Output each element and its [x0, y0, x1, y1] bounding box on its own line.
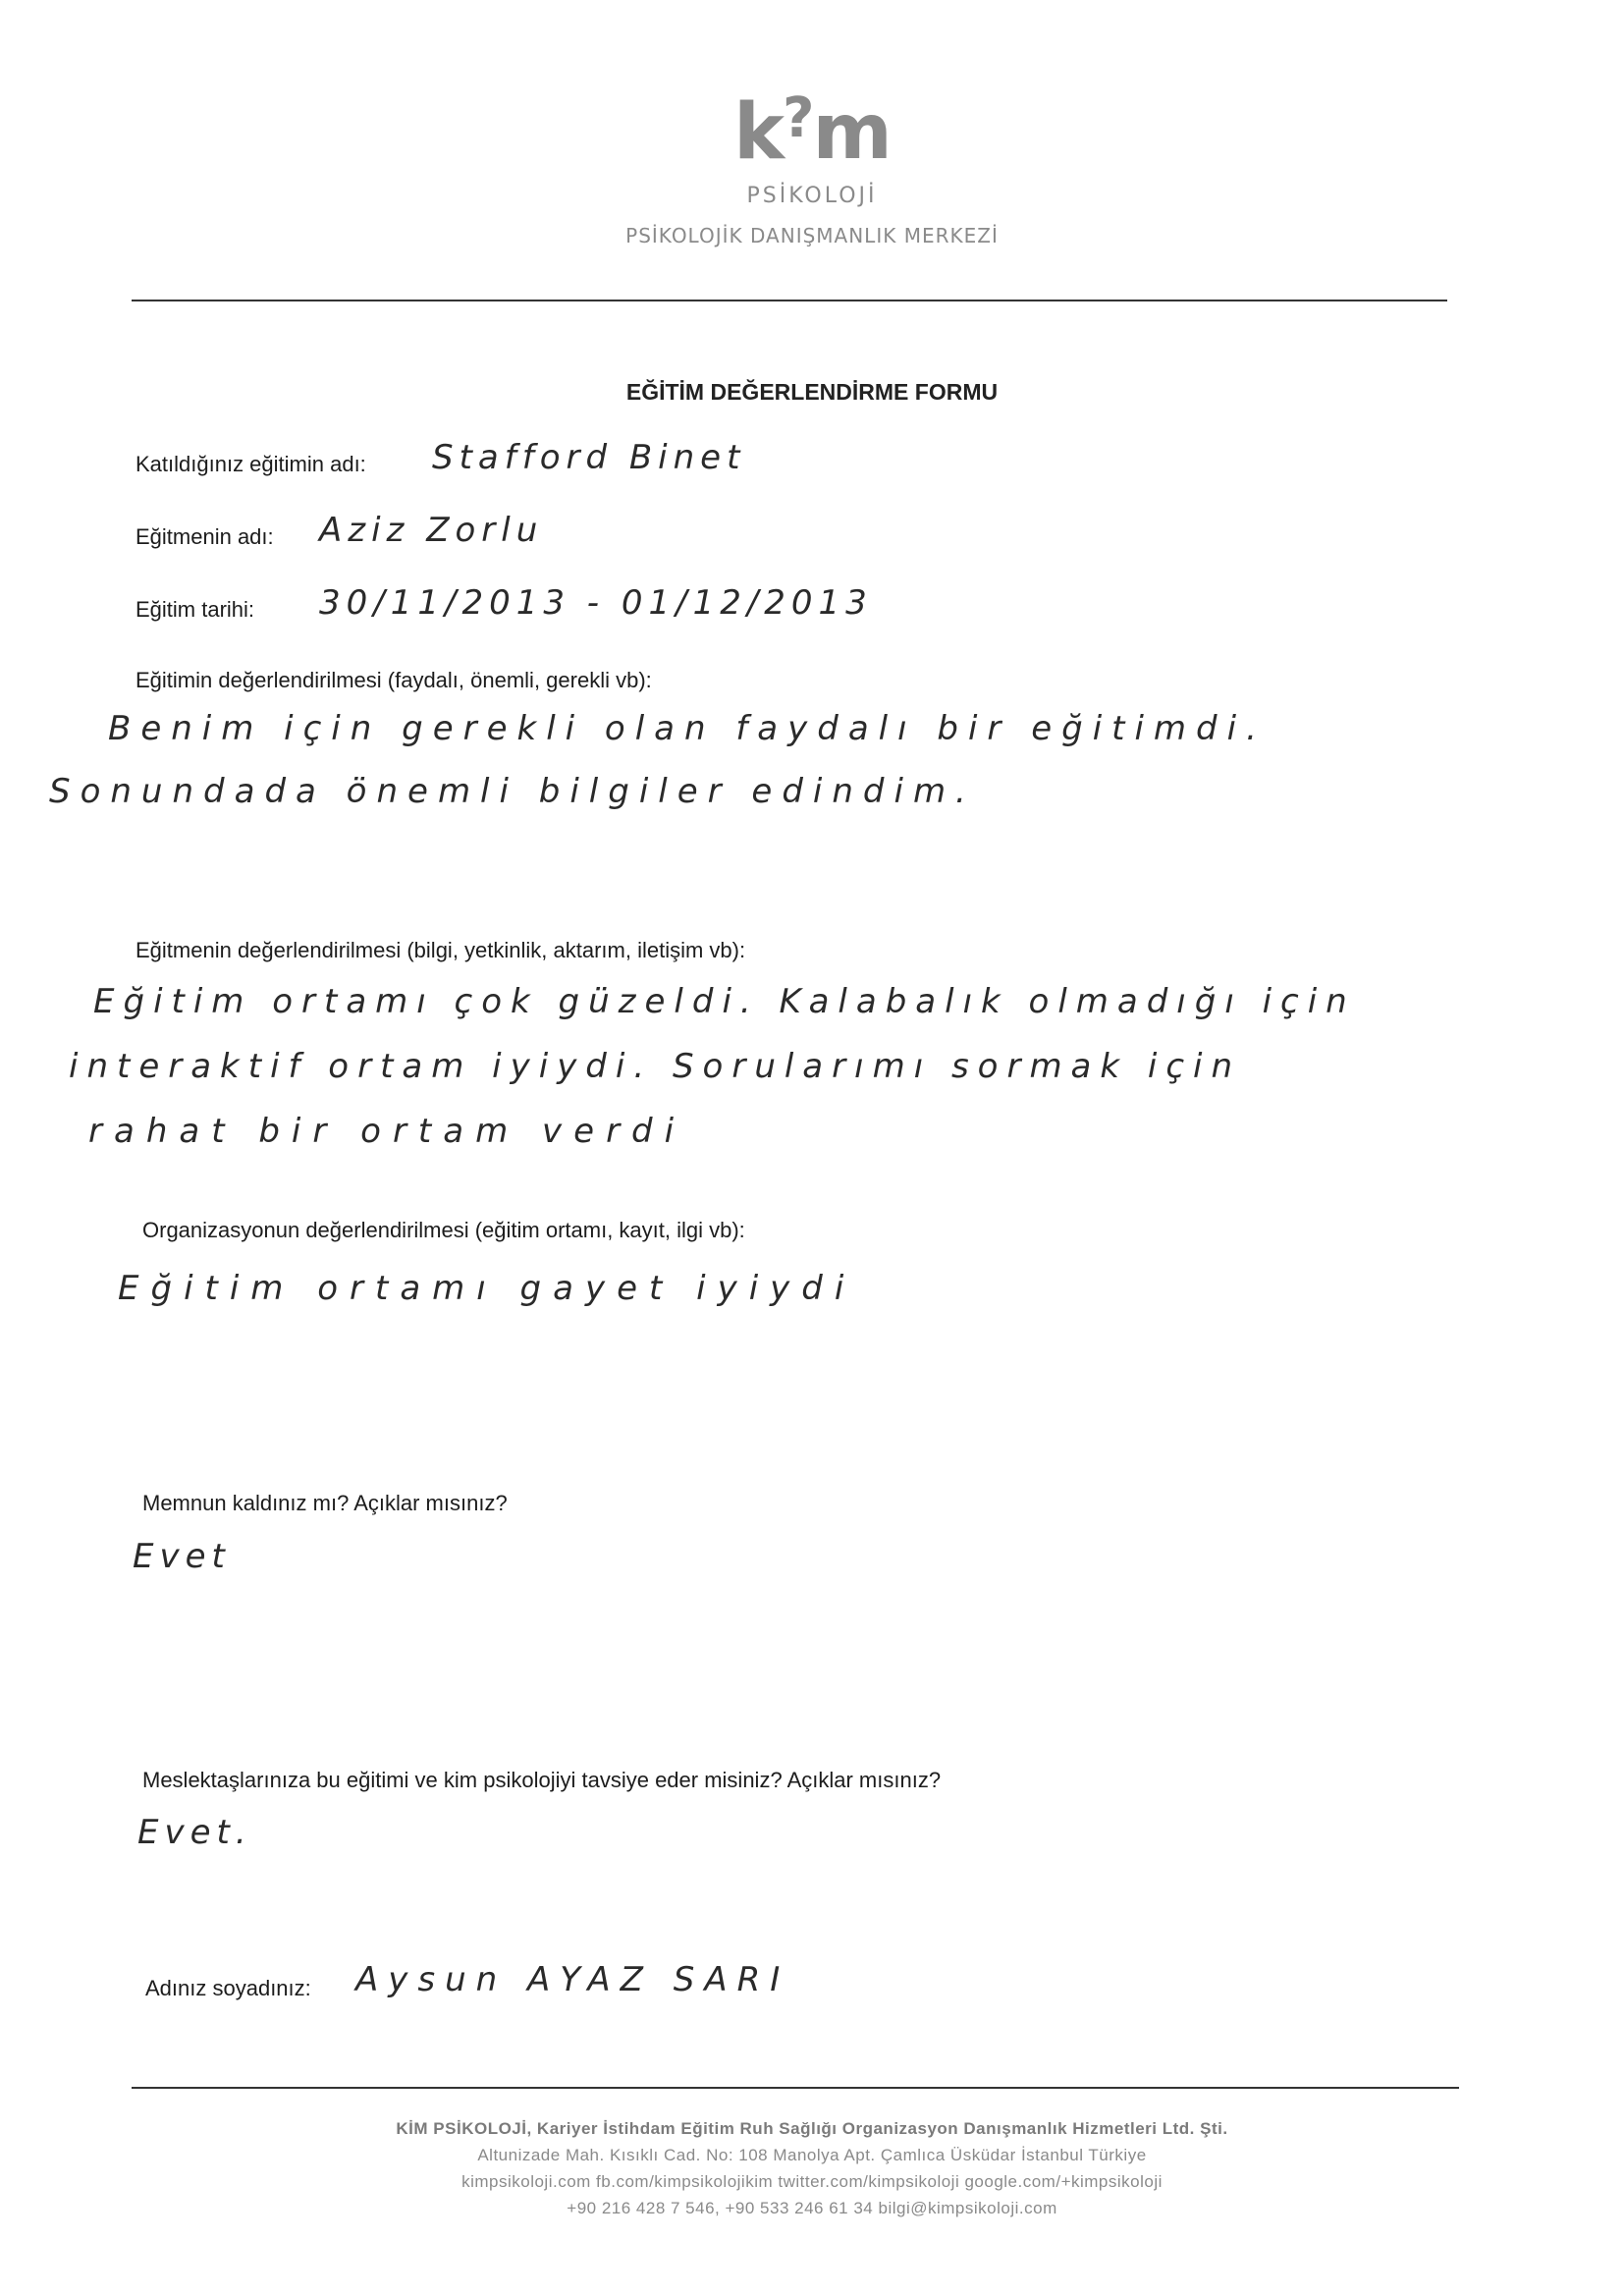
training-name-label: Katıldığınız eğitimin adı: — [135, 452, 366, 476]
training-eval-label: Eğitimin değerlendirilmesi (faydalı, önemli, gerekli vb): — [135, 668, 652, 692]
trainer-name-label: Eğitmenin adı: — [135, 524, 274, 549]
form-title: EĞİTİM DEĞERLENDİRME FORMU — [625, 379, 999, 405]
trainer-name-value: Aziz Zorlu — [319, 511, 544, 550]
recommend-label: Meslektaşlarınıza bu eğitimi ve kim psikolojiyi tavsiye eder misiniz? Açıklar mısınız? — [142, 1768, 942, 1792]
training-date-value: 30/11/2013 - 01/12/2013 — [319, 583, 873, 623]
kim-logo-mark: k?m — [733, 86, 891, 177]
logo-wordmark: PSİKOLOJİ — [746, 184, 878, 208]
recommend-value: Evet. — [137, 1813, 252, 1852]
trainer-eval-line: interaktif ortam iyiydi. Sorularımı sormak için — [69, 1047, 1242, 1086]
training-name-value: Stafford Binet — [432, 438, 746, 477]
org-eval-label: Organizasyonun değerlendirilmesi (eğitim ortamı, kayıt, ilgi vb): — [142, 1218, 745, 1242]
org-eval-line: Eğitim ortamı gayet iyiydi — [118, 1269, 856, 1308]
footer-divider — [132, 2087, 1459, 2089]
footer-address: Altunizade Mah. Kısıklı Cad. No: 108 Manolya Apt. Çamlıca Üsküdar İstanbul Türkiye — [477, 2146, 1147, 2164]
training-eval-line: Sonundada önemli bilgiler edindim. — [49, 772, 976, 811]
footer-company: KİM PSİKOLOJİ, Kariyer İstihdam Eğitim Ruh Sağlığı Organizasyon Danışmanlık Hizmetleri Ltd. Şti. — [396, 2119, 1228, 2138]
trainer-eval-line: Eğitim ortamı çok güzeldi. Kalabalık olmadığı için — [93, 982, 1356, 1021]
satisfaction-label: Memnun kaldınız mı? Açıklar mısınız? — [142, 1491, 508, 1515]
trainer-eval-line: rahat bir ortam verdi — [88, 1112, 686, 1151]
full-name-value: Aysun AYAZ SARI — [355, 1960, 790, 1999]
header-divider — [132, 300, 1447, 301]
footer-contact: +90 216 428 7 546, +90 533 246 61 34 bilgi@kimpsikoloji.com — [567, 2199, 1057, 2217]
logo-subtitle: PSİKOLOJİK DANIŞMANLIK MERKEZİ — [625, 224, 999, 247]
footer — [0, 2115, 1624, 2221]
full-name-label: Adınız soyadınız: — [145, 1976, 311, 2000]
trainer-eval-label: Eğitmenin değerlendirilmesi (bilgi, yetkinlik, aktarım, iletişim vb): — [135, 938, 746, 962]
training-date-label: Eğitim tarihi: — [135, 597, 255, 622]
satisfaction-value: Evet — [133, 1537, 231, 1576]
training-eval-line: Benim için gerekli olan faydalı bir eğitimdi. — [108, 709, 1267, 748]
header-logo — [0, 86, 1624, 247]
footer-links: kimpsikoloji.com fb.com/kimpsikolojikim twitter.com/kimpsikoloji google.com/+kimpsikoloji — [461, 2172, 1163, 2191]
